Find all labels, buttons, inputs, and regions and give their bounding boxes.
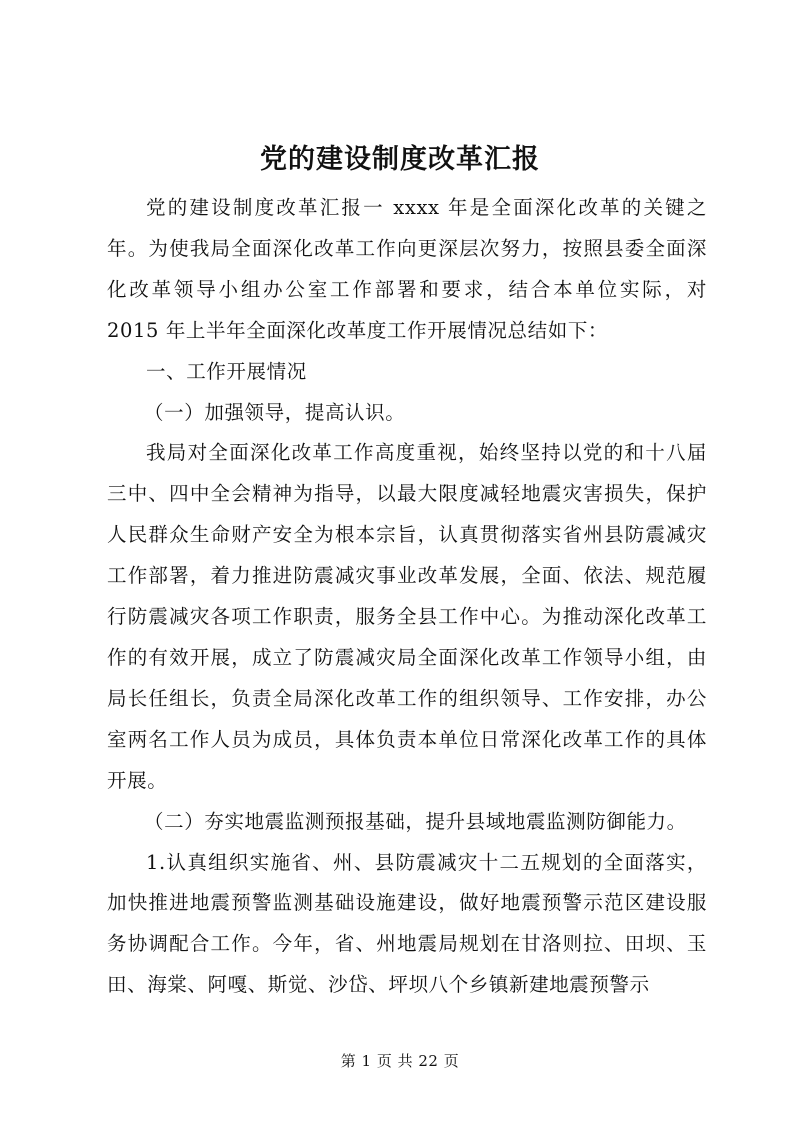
subsection-heading-1: （一）加强领导，提高认识。	[144, 400, 406, 424]
document-title: 党的建设制度改革汇报	[260, 144, 540, 175]
subsection-heading-2: （二）夯实地震监测预报基础，提升县域地震监测防御能力。	[144, 809, 687, 833]
section-heading: 一、工作开展情况	[146, 359, 307, 383]
page-footer: 第 1 页 共 22 页	[340, 1052, 460, 1070]
paragraph-intro: 党的建设制度改革汇报一 xxxx 年是全面深化改革的关键之年。为使我局全面深化改革工作向更深层次努力，按照县委全面深化改革领导小组办公室工作部署和要求，结合本单位实际，对 2015 年上半年全面深化改革度工作开展情况总结如下：	[107, 196, 707, 342]
paragraph-item-1: 1.认真组织实施省、州、县防震减灾十二五规划的全面落实，加快推进地震预警监测基础设施建设，做好地震预警示范区建设服务协调配合工作。今年，省、州地震局规划在甘洛则拉、田坝、玉田、海棠、阿嘎、斯觉、沙岱、坪坝八个乡镇新建地震预警示	[107, 850, 707, 997]
document-body	[107, 188, 707, 1006]
paragraph-leadership: 我局对全面深化改革工作高度重视，始终坚持以党的和十八届三中、四中全会精神为指导，以最大限度减轻地震灾害损失，保护人民群众生命财产安全为根本宗旨，认真贯彻落实省州县防震减灾工作部署，着力推进防震减灾事业改革发展，全面、依法、规范履行防震减灾各项工作职责，服务全县工作中心。为推动深化改革工作的有效开展，成立了防震减灾局全面深化改革工作领导小组，由局长任组长，负责全局深化改革工作的组织领导、工作安排，办公室两名工作人员为成员，具体负责本单位日常深化改革工作的具体开展。	[107, 441, 707, 792]
